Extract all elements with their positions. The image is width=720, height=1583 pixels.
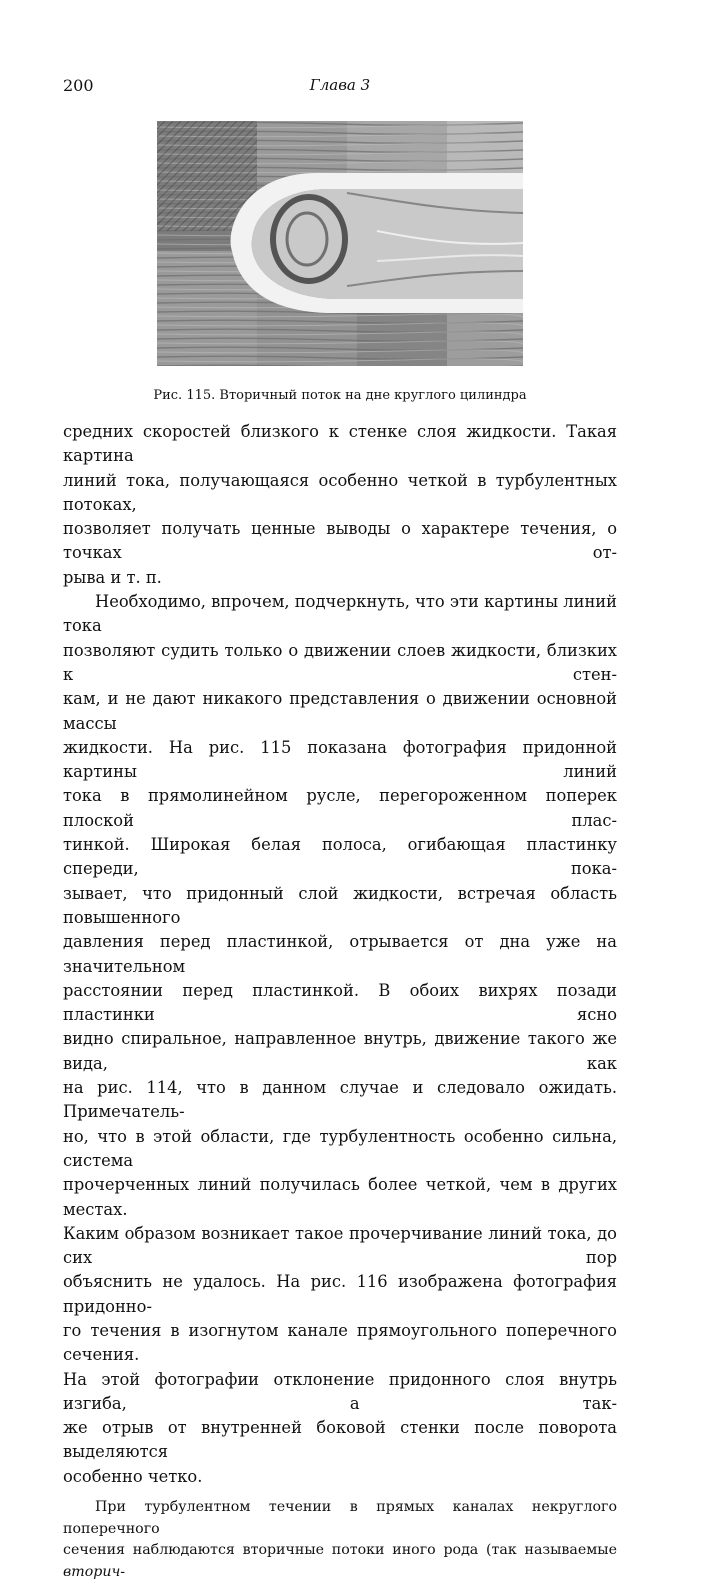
page-number: 200 (63, 76, 94, 95)
text-line: позволяет получать ценные выводы о характере течения, о точках от- (63, 519, 617, 563)
text-line: видно спиральное, направленное внутрь, движение такого же вида, как (63, 1029, 617, 1073)
text-line: жидкости. На рис. 115 показана фотография придонной картины линий (63, 737, 617, 782)
text-line: линий тока, получающаяся особенно четкой в турбулентных потоках, (63, 470, 617, 514)
body-text (63, 420, 617, 1583)
text-line (63, 1540, 617, 1583)
text-line: При турбулентном течении в прямых каналах некруглого поперечного (63, 1499, 617, 1537)
text-line: кам, и не дают никакого представления о движении основной массы (63, 689, 617, 733)
flow-visualization-icon (157, 121, 523, 366)
text-line: тока в прямолинейном русле, перегороженном поперек плоской плас- (63, 786, 617, 830)
text-line: на рис. 114, что в данном случае и следовало ожидать. Примечатель- (63, 1078, 617, 1122)
text-line: давления перед пластинкой, отрывается от дна уже на значительном (63, 932, 617, 976)
text-line: прочерченных линий получилась более четкой, чем в других местах. (63, 1175, 617, 1219)
text-line: объяснить не удалось. На рис. 116 изображена фотография придонно- (63, 1272, 617, 1316)
text-line: же отрыв от внутренней боковой стенки после поворота выделяются (63, 1418, 617, 1462)
running-head: Глава 3 (309, 76, 371, 94)
text-line: средних скоростей близкого к стенке слоя жидкости. Такая картина (63, 422, 617, 466)
italic-term: вторич- (63, 1563, 126, 1580)
text-line: позволяют судить только о движении слоев жидкости, близких к стен- (63, 640, 617, 684)
text-line: тинкой. Широкая белая полоса, огибающая пластинку спереди, пока- (63, 835, 617, 879)
text-line: рыва и т. п. (63, 567, 162, 587)
text-line: зывает, что придонный слой жидкости, встречая область повышенного (63, 883, 617, 927)
text-line: На этой фотографии отклонение придонного слоя внутрь изгиба, а так- (63, 1369, 617, 1413)
text-line: го течения в изогнутом канале прямоугольного поперечного сечения. (63, 1320, 617, 1365)
text-line: Необходимо, впрочем, подчеркнуть, что эти картины линий тока (63, 592, 617, 636)
figure-caption: Рис. 115. Вторичный поток на дне круглого цилиндра (153, 388, 527, 403)
text-line: Каким образом возникает такое прочерчивание линий тока, до сих пор (63, 1223, 617, 1268)
text-line: особенно четко. (63, 1466, 203, 1486)
text-line: но, что в этой области, где турбулентность особенно сильна, система (63, 1126, 617, 1170)
text-line-part: сечения наблюдаются вторичные потоки иного рода (так называемые (63, 1542, 617, 1559)
page-header (63, 76, 617, 98)
text-line: расстоянии перед пластинкой. В обоих вихрях позади пластинки ясно (63, 980, 617, 1025)
figure-115-photo (157, 121, 523, 366)
